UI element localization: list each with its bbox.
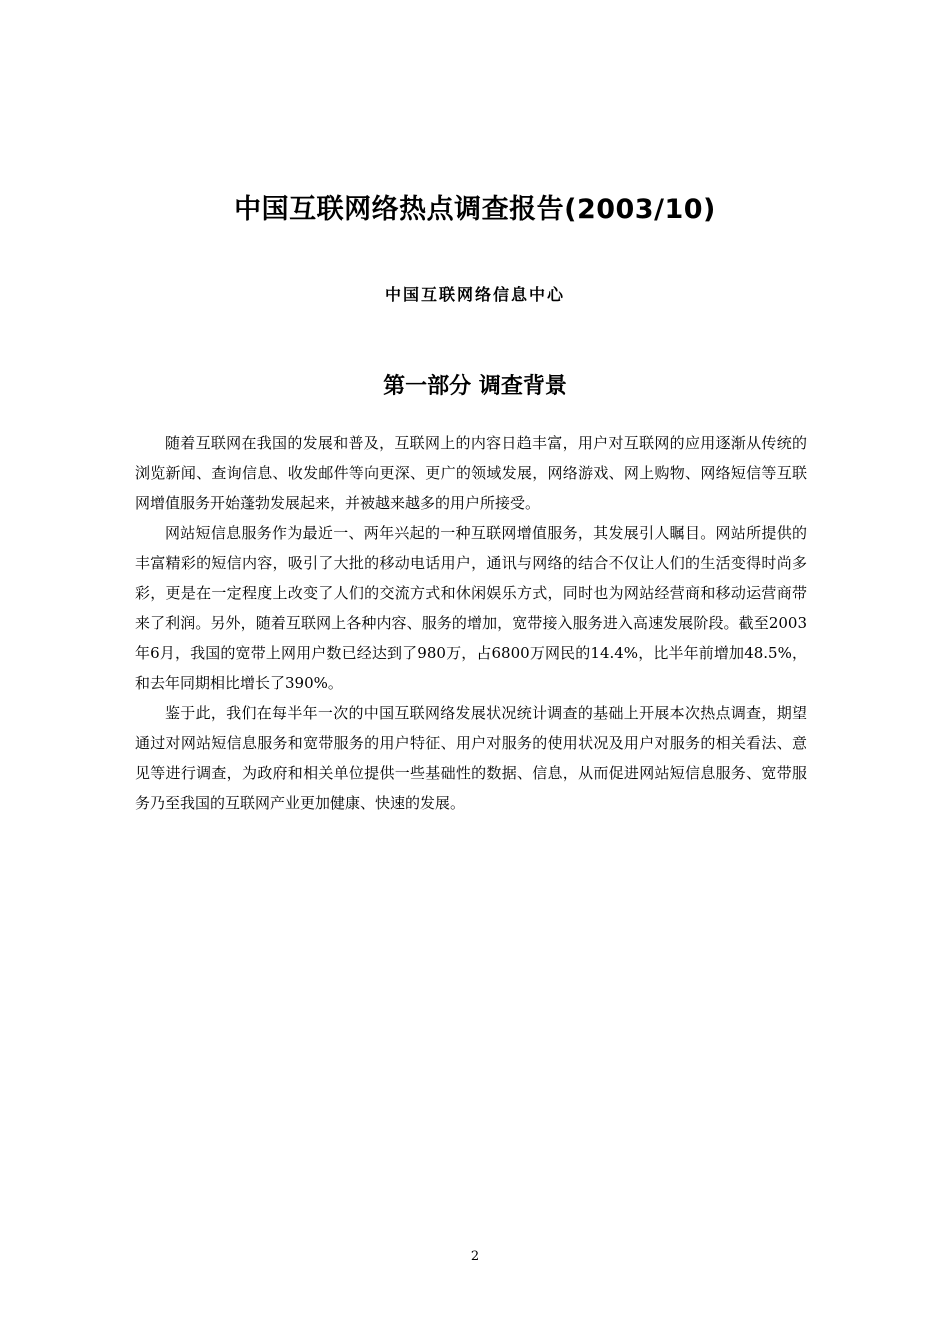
organization-name: 中国互联网络信息中心 <box>384 285 565 304</box>
section-heading: 第一部分 调查背景 <box>383 374 567 400</box>
body-text <box>135 428 807 818</box>
paragraph-1: 随着互联网在我国的发展和普及，互联网上的内容日趋丰富，用户对互联网的应用逐渐从传统的浏览新闻、查询信息、收发邮件等向更深、更广的领域发展，网络游戏、网上购物、网络短信等互联网增值服务开始蓬勃发展起来，并被越来越多的用户所接受。 <box>135 434 807 512</box>
document-title: 中国互联网络热点调查报告(2003/10) <box>234 194 716 226</box>
paragraph-3: 鉴于此，我们在每半年一次的中国互联网络发展状况统计调查的基础上开展本次热点调查，期望通过对网站短信息服务和宽带服务的用户特征、用户对服务的使用状况及用户对服务的相关看法、意见等进行调查，为政府和相关单位提供一些基础性的数据、信息，从而促进网站短信息服务、宽带服务乃至我国的互联网产业更加健康、快速的发展。 <box>135 704 807 812</box>
paragraph-2: 网站短信息服务作为最近一、两年兴起的一种互联网增值服务，其发展引人瞩目。网站所提供的丰富精彩的短信内容，吸引了大批的移动电话用户，通讯与网络的结合不仅让人们的生活变得时尚多彩，更是在一定程度上改变了人们的交流方式和休闲娱乐方式，同时也为网站经营商和移动运营商带来了利润。另外，随着互联网上各种内容、服务的增加，宽带接入服务进入高速发展阶段。截至2003年6月，我国的宽带上网用户数已经达到了980万，占6800万网民的14.4%，比半年前增加48.5%，和去年同期相比增长了390%。 <box>135 524 807 692</box>
page-number: 2 <box>470 1249 480 1264</box>
